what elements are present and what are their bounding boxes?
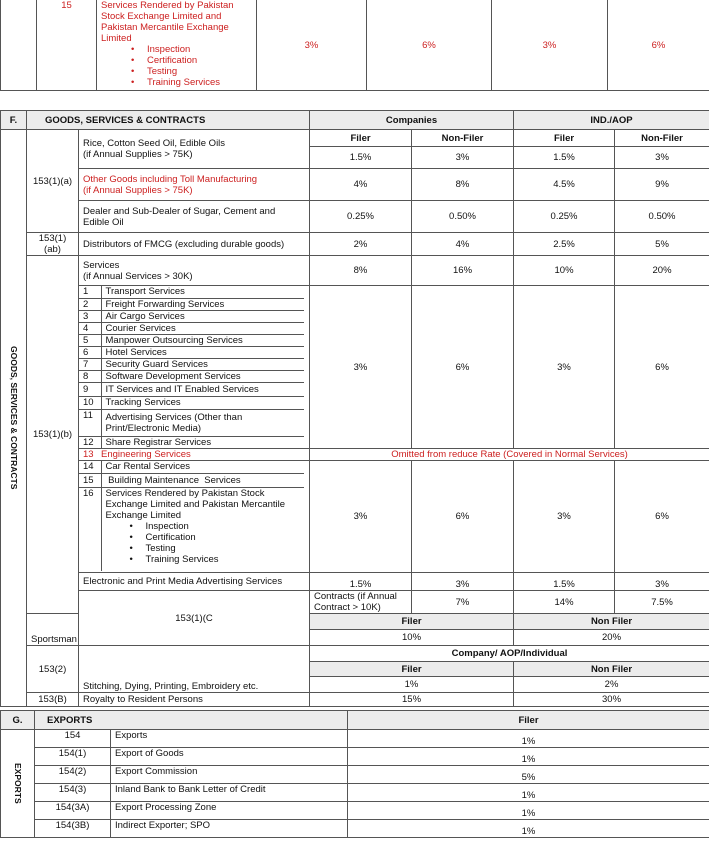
section-letter: G. <box>1 711 35 730</box>
item-label <box>101 409 304 436</box>
companies-header: Companies <box>310 111 514 130</box>
bullet-item: • Training Services <box>130 554 301 565</box>
row-description: Stitching, Dying, Printing, Embroidery etc. <box>79 646 310 693</box>
ind-aop-header: IND./AOP <box>514 111 709 130</box>
top-desc-line: Pakistan Mercantile Exchange <box>101 22 229 33</box>
rate-cell: 2.5% <box>514 233 615 256</box>
rate-cell: 0.25% <box>310 201 412 233</box>
rate-cell: 4.5% <box>514 169 615 201</box>
rate-cell: 6% <box>615 461 709 573</box>
rate-cell: 2% <box>310 233 412 256</box>
service-list-b <box>79 461 310 573</box>
rate-cell: 0.25% <box>514 201 615 233</box>
item-label: Manpower Outsourcing Services <box>101 334 304 346</box>
item-label-line: Advertising Services (Other than <box>105 411 243 423</box>
rate-cell: 5% <box>348 766 709 784</box>
item-number: 15 <box>79 473 101 487</box>
row-description: Export Processing Zone <box>111 802 348 820</box>
row-description: Royalty to Resident Persons <box>79 693 310 707</box>
rate-cell: 4% <box>310 169 412 201</box>
item16-bullet-list <box>106 521 301 565</box>
bullet-item: • Inspection <box>130 521 301 532</box>
item-label: Security Guard Services <box>101 358 304 370</box>
rate-cell: 20% <box>615 256 709 286</box>
rate-cell: 14% <box>514 591 615 614</box>
rate-cell: 3% <box>310 461 412 573</box>
section-code: 154(1) <box>35 748 111 766</box>
rate-cell: 3% <box>615 147 709 169</box>
rate-cell: 3% <box>514 286 615 449</box>
section-vertical-label: GOODS, SERVICES & CONTRACTS <box>1 130 27 707</box>
desc-line: Dealer and Sub-Dealer of Sugar, Cement and <box>83 205 276 217</box>
row-description <box>79 169 310 201</box>
bullet-item: • Certification <box>130 532 301 543</box>
row-description <box>79 201 310 233</box>
section-g-table <box>0 710 709 838</box>
rate-cell: 1.5% <box>514 573 615 591</box>
row-description: Electronic and Print Media Advertising Services <box>79 573 310 591</box>
rate-cell: 1% <box>348 784 709 802</box>
item-label: Hotel Services <box>101 346 304 358</box>
item-label: Software Development Services <box>101 370 304 382</box>
rate-cell: 20% <box>514 630 709 646</box>
section-vertical-label: EXPORTS <box>1 730 35 838</box>
desc-line: (if Annual Supplies > 75K) <box>83 149 193 160</box>
top-bullet-list <box>101 44 252 88</box>
section-code: 153(1)(C <box>79 591 310 646</box>
rate-cell: 8% <box>412 169 514 201</box>
rate-cell: 3% <box>257 0 367 91</box>
section-f-table <box>0 110 709 707</box>
item-number: 1 <box>79 286 101 298</box>
non-filer-header: Non-Filer <box>412 130 514 147</box>
row-description <box>79 256 310 286</box>
item-label-line: Print/Electronic Media) <box>105 422 202 434</box>
filer-header: Filer <box>310 130 412 147</box>
row-description <box>79 130 310 169</box>
section-code: 154(3A) <box>35 802 111 820</box>
company-aop-individual-header: Company/ AOP/Individual <box>310 646 709 662</box>
section-code: 154(3) <box>35 784 111 802</box>
top-item-number: 15 <box>37 0 97 91</box>
bullet-item: • Certification <box>131 55 252 66</box>
service-list-a-table <box>79 286 304 448</box>
rate-cell: 7% <box>412 591 514 614</box>
rate-cell: 6% <box>367 0 492 91</box>
rate-cell: 1.5% <box>514 147 615 169</box>
rate-cell: 3% <box>412 573 514 591</box>
rate-cell: 8% <box>310 256 412 286</box>
rate-cell: 3% <box>615 573 709 591</box>
section-code: 153(1)(a) <box>27 130 79 233</box>
item-number: 4 <box>79 322 101 334</box>
rate-cell: 9% <box>615 169 709 201</box>
rate-cell: 6% <box>412 286 514 449</box>
non-filer-header: Non Filer <box>514 614 709 630</box>
item-label: IT Services and IT Enabled Services <box>101 382 304 396</box>
rate-cell: 3% <box>492 0 608 91</box>
row-description: Contracts (if Annual Contract > 10K) <box>310 591 412 614</box>
item-label: Air Cargo Services <box>101 310 304 322</box>
item-label: Transport Services <box>101 286 304 298</box>
rate-cell: 10% <box>514 256 615 286</box>
row-description: Export Commission <box>111 766 348 784</box>
item-number: 9 <box>79 382 101 396</box>
rate-cell: 3% <box>514 461 615 573</box>
rate-cell: 3% <box>310 286 412 449</box>
top-desc-line: Limited <box>101 33 132 44</box>
rate-cell: 3% <box>412 147 514 169</box>
desc-line: Services <box>83 259 120 271</box>
row-description: Export of Goods <box>111 748 348 766</box>
rate-cell: 10% <box>310 630 514 646</box>
section-code: 154(3B) <box>35 820 111 838</box>
rate-cell: 30% <box>514 693 709 707</box>
rate-cell: 15% <box>310 693 514 707</box>
row-description: Inland Bank to Bank Letter of Credit <box>111 784 348 802</box>
item-label-line: Exchange Limited and Pakistan Mercantile <box>105 498 286 510</box>
bullet-item: • Testing <box>131 66 252 77</box>
rate-cell: 0.50% <box>412 201 514 233</box>
omitted-note: Omitted from reduce Rate (Covered in Normal Services) <box>310 449 709 461</box>
item-number: 3 <box>79 310 101 322</box>
filer-header: Filer <box>348 711 709 730</box>
filer-header: Filer <box>310 662 514 677</box>
item-number: 6 <box>79 346 101 358</box>
item-label: Car Rental Services <box>101 461 304 473</box>
item-number: 14 <box>79 461 101 473</box>
section-code: 153(2) <box>27 646 79 693</box>
item-label: Tracking Services <box>101 396 304 409</box>
rate-cell: 1% <box>348 748 709 766</box>
rate-cell: 6% <box>412 461 514 573</box>
section-code: 153(1)(ab) <box>27 233 79 256</box>
engineering-row <box>79 449 310 461</box>
top-item-description <box>97 0 257 91</box>
rate-cell: 1% <box>348 730 709 748</box>
rate-cell: 0.50% <box>615 201 709 233</box>
desc-line: Rice, Cotton Seed Oil, Edible Oils <box>83 138 226 149</box>
item-number: 5 <box>79 334 101 346</box>
item-label: Engineering Services <box>101 449 191 460</box>
item-number: 16 <box>79 487 101 571</box>
desc-line: (if Annual Supplies > 75K) <box>83 184 193 196</box>
rate-cell: 6% <box>615 286 709 449</box>
filer-header: Filer <box>514 130 615 147</box>
bullet-item: • Testing <box>130 543 301 554</box>
top-desc-line: Stock Exchange Limited and <box>101 11 222 22</box>
top-desc-line: Services Rendered by Pakistan <box>101 0 234 11</box>
rate-cell: 16% <box>412 256 514 286</box>
filer-header: Filer <box>310 614 514 630</box>
rate-cell: 1% <box>348 802 709 820</box>
rate-cell: 5% <box>615 233 709 256</box>
section-title: EXPORTS <box>35 711 348 730</box>
service-list-b-table <box>79 461 304 571</box>
rate-cell: 1.5% <box>310 573 412 591</box>
item-label <box>101 487 304 571</box>
desc-line: (if Annual Services > 30K) <box>83 270 193 282</box>
section-code: 154(2) <box>35 766 111 784</box>
non-filer-header: Non Filer <box>514 662 709 677</box>
rate-cell: 1% <box>310 677 514 693</box>
row-description: Indirect Exporter; SPO <box>111 820 348 838</box>
rate-cell: 1.5% <box>310 147 412 169</box>
item-number: 13 <box>83 449 94 460</box>
item-number: 7 <box>79 358 101 370</box>
item-label: Freight Forwarding Services <box>101 298 304 310</box>
section-code: 153(1)(b) <box>27 256 79 614</box>
non-filer-header: Non-Filer <box>615 130 709 147</box>
item-number: 8 <box>79 370 101 382</box>
item-label: Share Registrar Services <box>105 436 212 448</box>
item-label: Building Maintenance Services <box>101 473 304 487</box>
item-number: 12 <box>79 436 101 448</box>
row-description: Sportsman <box>27 614 79 646</box>
rate-cell: 4% <box>412 233 514 256</box>
item-label: Courier Services <box>101 322 304 334</box>
section-code: 154 <box>35 730 111 748</box>
rate-cell: 1% <box>348 820 709 838</box>
bullet-item: • Training Services <box>131 77 252 88</box>
desc-line: Other Goods including Toll Manufacturing <box>83 173 258 185</box>
section-title: GOODS, SERVICES & CONTRACTS <box>27 111 310 130</box>
section-code: 153(B) <box>27 693 79 707</box>
item-number: 2 <box>79 298 101 310</box>
row-description: Exports <box>111 730 348 748</box>
service-list-a <box>79 286 310 449</box>
top-blank <box>1 0 37 91</box>
top-fragment-table <box>0 0 709 91</box>
row-description: Distributors of FMCG (excluding durable goods) <box>79 233 310 256</box>
item-label-line: Exchange Limited <box>105 509 182 521</box>
rate-cell: 2% <box>514 677 709 693</box>
section-letter: F. <box>1 111 27 130</box>
desc-line: Edible Oil <box>83 216 124 228</box>
rate-cell: 7.5% <box>615 591 709 614</box>
bullet-item: • Inspection <box>131 44 252 55</box>
rate-cell: 6% <box>608 0 709 91</box>
item-number: 11 <box>79 409 101 436</box>
item-number: 10 <box>79 396 101 409</box>
item-label-line: Services Rendered by Pakistan Stock <box>105 487 265 499</box>
